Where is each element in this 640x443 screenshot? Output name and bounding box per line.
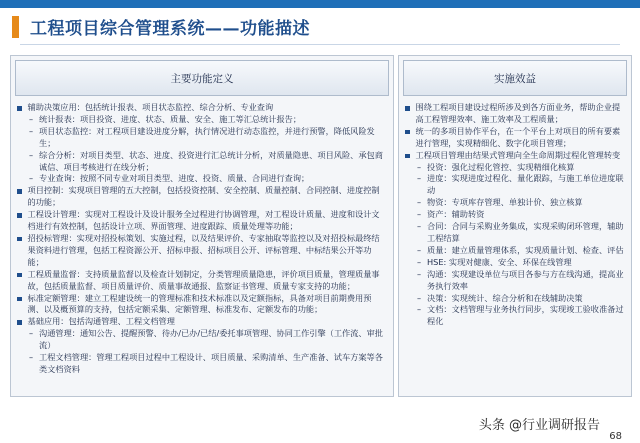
list-item	[405, 245, 625, 257]
square-bullet-icon	[405, 130, 410, 135]
list-item-text: 决策：实现统计、综合分析和在线辅助决策	[427, 292, 583, 303]
dash-bullet-icon: –	[417, 161, 422, 172]
title-marker	[12, 16, 19, 38]
list-item	[17, 185, 387, 209]
list-item-text: 工程项目管理由结果式管理向全生命周期过程化管理转变	[415, 149, 621, 160]
benefits-list	[399, 96, 631, 328]
square-bullet-icon	[17, 273, 22, 278]
square-bullet-icon	[17, 237, 22, 242]
benefits-header: 实施效益	[403, 60, 627, 96]
list-item	[17, 126, 387, 150]
list-item	[405, 102, 625, 126]
list-item-text: 进度：实现进度过程化、量化跟踪，与施工单位进度联动	[427, 173, 624, 196]
list-item	[17, 102, 387, 114]
list-item-text: 标准定额管理：建立工程建设统一的管理标准和技术标准以及定额指标，具备对项目前期费用预测、以及概预算的支持，包括定额采集、定额管理、标准发布、定额发布的功能；	[27, 292, 372, 315]
list-item-text: 合同：合同与采购业务集成，实现采购闭环管理，辅助工程结算	[427, 221, 624, 243]
dash-bullet-icon: –	[417, 292, 422, 303]
list-item-text: 综合分析：对项目类型、状态、进度、投资进行汇总统计分析，对质量隐患、项目风险、承包商诚信、项目考核进行在线分析；	[39, 149, 383, 172]
list-item-text: 基础应用：包括沟通管理、工程文档管理	[27, 316, 175, 327]
list-item	[405, 269, 625, 293]
list-item	[17, 352, 387, 376]
list-item-text: 物资：专项库存管理、单独计价、独立核算	[427, 197, 583, 208]
square-bullet-icon	[17, 189, 22, 194]
dash-bullet-icon: –	[29, 173, 34, 184]
dash-bullet-icon: –	[417, 268, 422, 279]
list-item	[17, 233, 387, 269]
dash-bullet-icon: –	[417, 256, 422, 267]
list-item	[405, 126, 625, 150]
square-bullet-icon	[405, 106, 410, 111]
list-item-text: 围绕工程项目建设过程所涉及到各方面业务，帮助企业提高工程管理效率、施工效率及工程质量；	[415, 102, 621, 124]
dash-bullet-icon: –	[417, 304, 422, 315]
list-item-text: 招投标管理：实现对招投标策划、实施过程，以及结果评价、专家抽取等监控以及对招投标最终结果资料进行管理，包括工程资源公开、招标申报、招标项目公开、评标管理、中标结果公开等功能；	[27, 232, 380, 267]
list-item-text: 质量：建立质量管理体系，实现质量计划、检查、评估	[427, 244, 624, 255]
list-item	[17, 269, 387, 293]
dash-bullet-icon: –	[417, 173, 422, 184]
list-item	[17, 316, 387, 328]
dash-bullet-icon: –	[29, 328, 34, 339]
square-bullet-icon	[17, 297, 22, 302]
list-item	[17, 173, 387, 185]
list-item	[17, 114, 387, 126]
square-bullet-icon	[17, 213, 22, 218]
page-title: 工程项目综合管理系统——功能描述	[30, 19, 310, 39]
top-accent-band	[0, 0, 640, 8]
square-bullet-icon	[405, 154, 410, 159]
list-item-text: 工程质量监督：支持质量监督以及检查计划制定，分类管理质量隐患，评价项目质量，管理质量事故，包括质量监督、项目质量评价、质量事故通报、监察证书管理、质量专家支持的功能；	[27, 268, 380, 291]
dash-bullet-icon: –	[29, 113, 34, 124]
list-item-text: 专业查询：按照不同专业对项目类型、进度、投资、质量、合同进行查询；	[39, 173, 310, 184]
list-item	[405, 162, 625, 174]
dash-bullet-icon: –	[29, 149, 34, 160]
list-item-text: 工程文档管理：管理工程项目过程中工程设计、项目质量、采购清单、生产准备、试车方案等各类文档资料	[39, 352, 383, 374]
list-item-text: 沟通：实现建设单位与项目各参与方在线沟通，提高业务执行效率	[427, 268, 624, 291]
dash-bullet-icon: –	[417, 244, 422, 255]
list-item	[17, 209, 387, 233]
watermark: 头条 @行业调研报告	[478, 418, 600, 433]
dash-bullet-icon: –	[29, 125, 34, 136]
square-bullet-icon	[17, 106, 22, 111]
list-item	[17, 150, 387, 174]
list-item	[17, 328, 387, 352]
main-functions-header: 主要功能定义	[15, 60, 389, 96]
list-item-text: HSE: 实现对健康、安全、环保在线管理	[427, 256, 572, 267]
list-item	[405, 257, 625, 269]
list-item	[405, 197, 625, 209]
list-item	[17, 293, 387, 317]
list-item	[405, 173, 625, 197]
list-item	[405, 209, 625, 221]
list-item-text: 资产：辅助转资	[427, 209, 485, 220]
dash-bullet-icon: –	[417, 221, 422, 232]
dash-bullet-icon: –	[417, 197, 422, 208]
benefits-panel	[398, 55, 632, 397]
title-divider	[20, 44, 620, 45]
square-bullet-icon	[17, 320, 22, 325]
list-item-text: 统计报表：项目投资、进度、状态、质量、安全、施工等汇总统计报告；	[39, 113, 302, 124]
list-item-text: 统一的多项目协作平台，在一个平台上对项目的所有要素进行管理，实现精细化、数字化项目管理；	[415, 125, 621, 148]
list-item-text: 投资：强化过程化管控、实现精细化核算	[427, 161, 575, 172]
list-item	[405, 150, 625, 162]
list-item-text: 工程设计管理：实现对工程设计及设计服务全过程进行协调管理，对工程设计质量、进度和设计文档进行有效控制，包括设计立项、界面管理、进度跟踪、质量处理等功能；	[27, 209, 380, 232]
list-item	[405, 304, 625, 328]
dash-bullet-icon: –	[417, 209, 422, 220]
list-item-text: 辅助决策应用：包括统计报表、项目状态监控、综合分析、专业查询	[27, 102, 274, 112]
page-number: 68	[609, 431, 622, 442]
main-functions-panel	[10, 55, 394, 397]
list-item-text: 项目控制：实现项目管理的五大控制，包括投资控制、安全控制、质量控制、合同控制、进度控制的功能；	[27, 185, 380, 208]
list-item	[405, 221, 625, 245]
list-item	[405, 293, 625, 305]
main-functions-list	[11, 96, 393, 376]
list-item-text: 文档：文档管理与业务执行同步，实现竣工验收准备过程化	[427, 304, 624, 327]
dash-bullet-icon: –	[29, 352, 34, 363]
list-item-text: 沟通管理：通知公告、提醒预警、待办/已办/已结/委托事项管理、协同工作引擎（工作流、审批流）	[39, 328, 383, 351]
list-item-text: 项目状态监控：对工程项目建设进度分解，执行情况进行动态监控，并进行预警，降低风险发生；	[39, 125, 375, 148]
